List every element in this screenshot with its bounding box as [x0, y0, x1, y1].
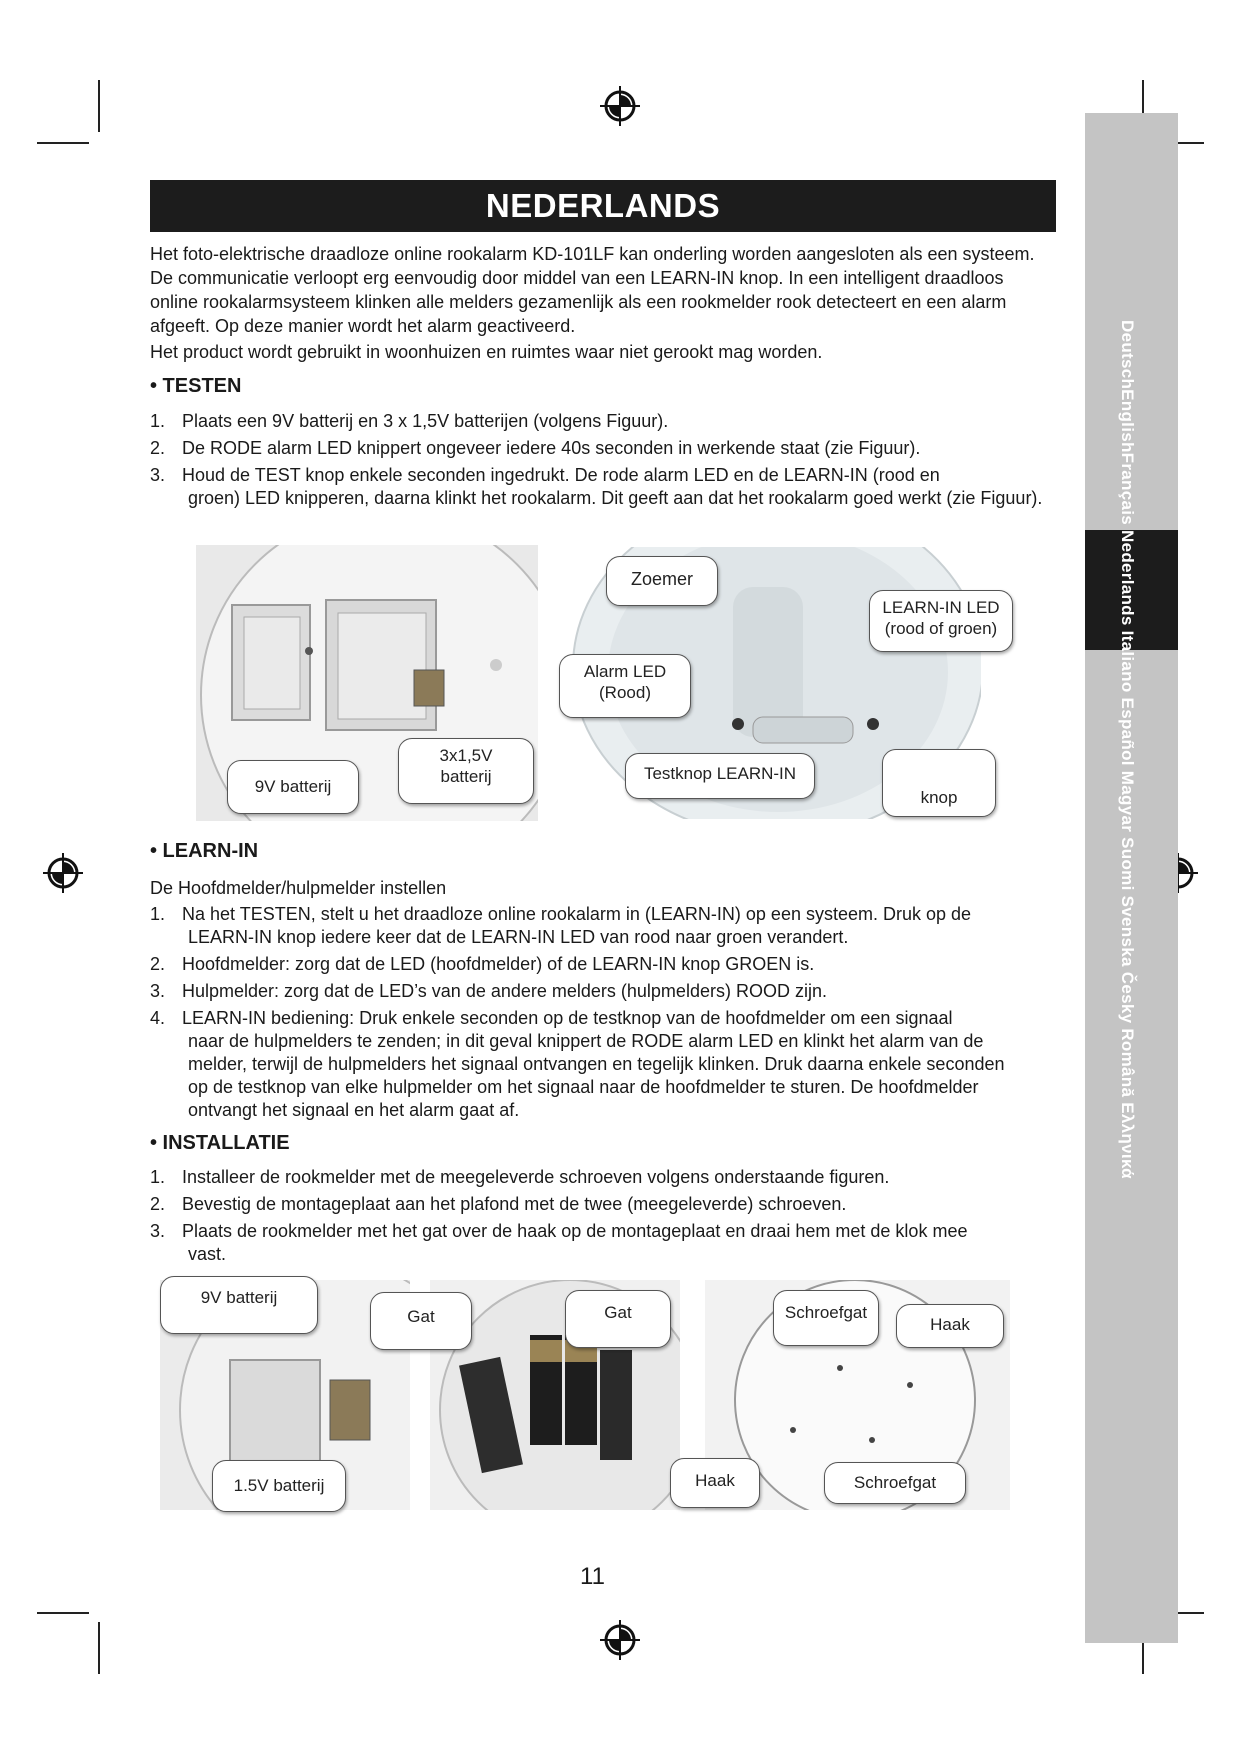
registration-mark-icon — [598, 84, 642, 128]
callout-schroefgat-2: Schroefgat — [824, 1462, 966, 1504]
section-heading-installatie: • INSTALLATIE — [150, 1132, 290, 1154]
callout-schroefgat-1: Schroefgat — [773, 1290, 879, 1346]
callout-haak-1: Haak — [896, 1304, 1004, 1348]
intro-paragraph: Het foto-elektrische draadloze online rookalarm KD-101LF kan onderling worden aangesloten als een systeem. De communicatie verloopt erg eenvoudig door middel van een LEARN-IN knop. In een intelligent draadloos online rookalarmsysteem klinken alle melders gezamenlijk als een rookmelder rook detecteert en een alarm afgeeft. Op deze manier wordt het alarm geactiveerd. — [150, 244, 1035, 336]
callout-learnin-led: LEARN-IN LED (rood of groen) — [869, 590, 1013, 652]
list-item: 3. Hulpmelder: zorg dat de LED’s van de andere melders (hulpmelders) ROOD zijn. — [150, 981, 827, 1001]
crop-mark — [98, 80, 100, 132]
callout-9v-battery: 9V batterij — [227, 760, 359, 814]
testen-steps — [150, 410, 1050, 514]
list-item: 2. De RODE alarm LED knippert ongeveer iedere 40s seconden in werkende staat (zie Figuur). — [150, 438, 921, 458]
crop-mark — [98, 1622, 100, 1674]
intro-paragraph-2: Het product wordt gebruikt in woonhuizen en ruimtes waar niet gerookt mag worden. — [150, 342, 823, 362]
callout-testknop: Testknop LEARN-IN — [625, 753, 815, 799]
list-item: 4. LEARN-IN bediening: Druk enkele seconden op de testknop van de hoofdmelder om een signaal naar de hulpmelders te zenden; in dit geval knippert de RODE alarm LED en klinkt het alarm van de melder, terwijl de hulpmelders het signaal ontvangen en tegelijk klinken. Druk daarna enkele seconden op de testknop van elke hulpmelder om het signaal naar de hoofdmelder te sturen. De hoofdmelder ontvangt het signaal en het alarm gaat af. — [150, 1008, 1005, 1120]
list-item: 3. Houd de TEST knop enkele seconden ingedrukt. De rode alarm LED en de LEARN-IN (rood en groen) LED knipperen, daarna klinkt het rookalarm. Dit geeft aan dat het rookalarm goed werkt (zie Figuur). — [150, 465, 1043, 508]
callout-knop: knop — [882, 749, 996, 817]
learnin-steps — [150, 903, 1050, 1126]
callout-3x-battery: 3x1,5V batterij — [398, 738, 534, 804]
callout-zoemer: Zoemer — [606, 556, 718, 606]
list-item: 3. Plaats de rookmelder met het gat over de haak op de montageplaat en draai hem met de klok mee vast. — [150, 1221, 968, 1264]
list-item: 1. Installeer de rookmelder met de meegeleverde schroeven volgens onderstaande figuren. — [150, 1167, 890, 1187]
installatie-steps — [150, 1166, 1050, 1270]
list-item: 1. Na het TESTEN, stelt u het draadloze online rookalarm in (LEARN-IN) op een systeem. Druk op de LEARN-IN knop iedere keer dat de LEARN-IN LED van rood naar groen verandert. — [150, 904, 972, 947]
language-sidebar-labels: DeutschEnglishFrançais Nederlands Italiano Español Magyar Suomi Svenska Česky Română Ελληνικά — [1118, 320, 1137, 1179]
callout-haak-2: Haak — [670, 1458, 760, 1508]
page-number: 11 — [580, 1563, 605, 1590]
callout-gat-2: Gat — [565, 1290, 671, 1348]
registration-mark-icon — [598, 1618, 642, 1662]
list-item: 1. Plaats een 9V batterij en 3 x 1,5V batterijen (volgens Figuur). — [150, 411, 669, 431]
section-heading-testen: • TESTEN — [150, 375, 242, 397]
page-title: NEDERLANDS — [150, 180, 1056, 232]
learnin-subtitle: De Hoofdmelder/hulpmelder instellen — [150, 878, 447, 898]
section-heading-learnin: • LEARN-IN — [150, 840, 259, 862]
callout-9v-battery-install: 9V batterij — [160, 1276, 318, 1334]
registration-mark-icon — [41, 851, 85, 895]
callout-alarm-led: Alarm LED (Rood) — [559, 654, 691, 718]
list-item: 2. Hoofdmelder: zorg dat de LED (hoofdmelder) of de LEARN-IN knop GROEN is. — [150, 954, 815, 974]
callout-15v-battery: 1.5V batterij — [212, 1460, 346, 1512]
crop-mark — [37, 142, 89, 144]
crop-mark — [37, 1612, 89, 1614]
callout-gat-1: Gat — [370, 1292, 472, 1350]
list-item: 2. Bevestig de montageplaat aan het plafond met de twee (meegeleverde) schroeven. — [150, 1194, 847, 1214]
